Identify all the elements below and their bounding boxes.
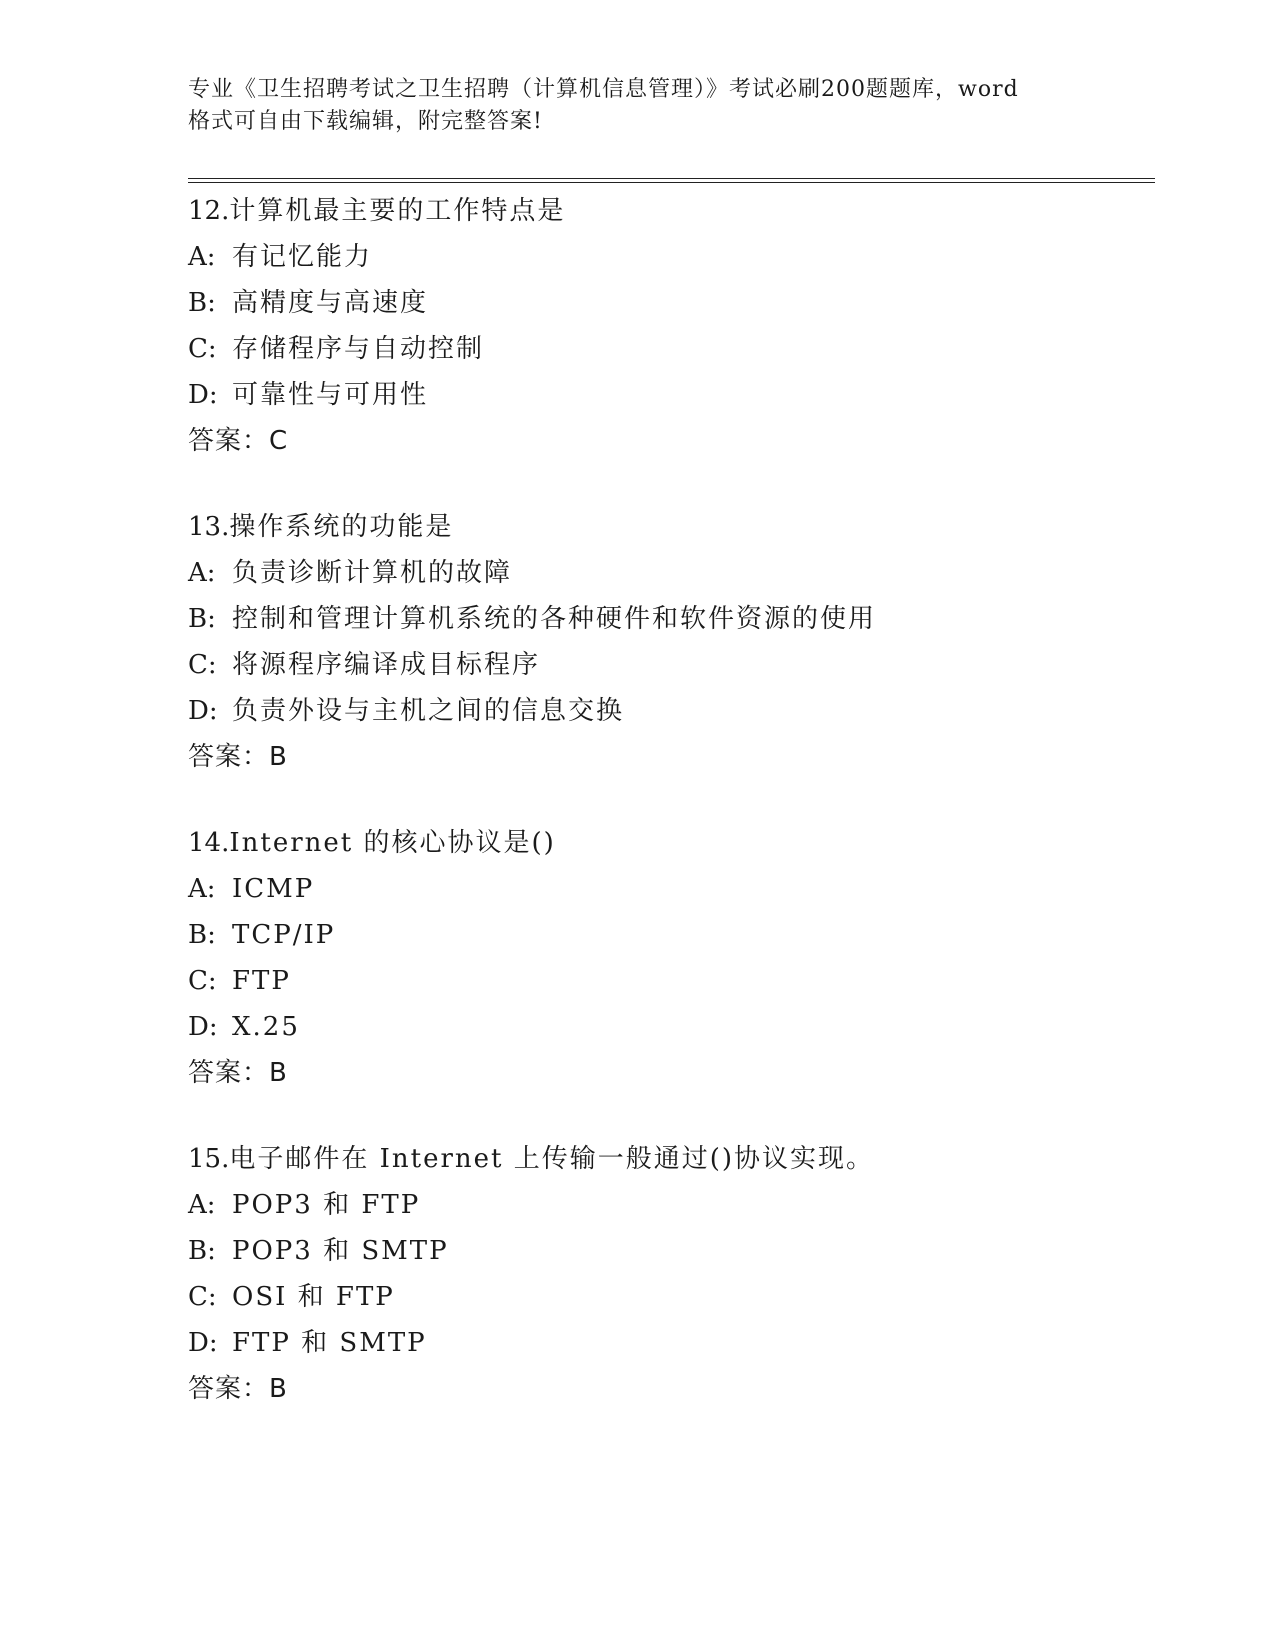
answer-label: 答案：: [188, 1374, 270, 1404]
header-line-1: 专业《卫生招聘考试之卫生招聘（计算机信息管理）》考试必刷200题题库，word: [188, 77, 1019, 102]
option-b: [188, 912, 1148, 958]
answer-line: [188, 418, 1148, 464]
option-text: 存储程序与自动控制: [232, 334, 485, 364]
option-text: 负责诊断计算机的故障: [232, 558, 513, 588]
question-text: 电子邮件在 Internet 上传输一般通过()协议实现。: [229, 1144, 875, 1174]
option-key: A:: [188, 242, 216, 272]
answer-line: [188, 1050, 1148, 1096]
question-text: Internet 的核心协议是(): [229, 828, 556, 858]
option-d: [188, 372, 1148, 418]
option-key: B:: [188, 1236, 216, 1266]
option-a: [188, 550, 1148, 596]
answer-value: B: [269, 1058, 288, 1088]
option-key: C:: [188, 966, 217, 996]
option-key: C:: [188, 1282, 217, 1312]
question-text: 操作系统的功能是: [229, 512, 454, 542]
option-a: [188, 866, 1148, 912]
answer-value: B: [269, 1374, 288, 1404]
option-text: 有记忆能力: [232, 242, 373, 272]
question-list: [188, 188, 1148, 1452]
option-key: D:: [188, 696, 218, 726]
question-number: 15.: [188, 1144, 230, 1174]
question-14: [188, 820, 1148, 1096]
answer-line: [188, 734, 1148, 780]
question-12: [188, 188, 1148, 464]
answer-label: 答案：: [188, 426, 270, 456]
option-text: FTP 和 SMTP: [232, 1328, 427, 1358]
question-13: [188, 504, 1148, 780]
answer-value: C: [269, 426, 289, 456]
question-stem: [188, 1136, 1148, 1182]
question-stem: [188, 188, 1148, 234]
option-text: X.25: [232, 1012, 300, 1042]
option-key: A:: [188, 874, 216, 904]
option-c: [188, 1274, 1148, 1320]
option-key: D:: [188, 1328, 218, 1358]
option-key: A:: [188, 558, 216, 588]
option-key: D:: [188, 1012, 218, 1042]
option-c: [188, 326, 1148, 372]
option-key: B:: [188, 920, 216, 950]
option-key: D:: [188, 380, 218, 410]
question-number: 12.: [188, 196, 230, 226]
answer-label: 答案：: [188, 742, 270, 772]
header-divider: [188, 178, 1155, 183]
option-text: TCP/IP: [232, 920, 336, 950]
option-key: A:: [188, 1190, 216, 1220]
option-text: POP3 和 FTP: [232, 1190, 421, 1220]
option-text: OSI 和 FTP: [232, 1282, 395, 1312]
option-d: [188, 688, 1148, 734]
option-b: [188, 596, 1148, 642]
question-stem: [188, 504, 1148, 550]
question-number: 13.: [188, 512, 230, 542]
header-line-2: 格式可自由下载编辑，附完整答案!: [188, 109, 543, 134]
option-text: 高精度与高速度: [232, 288, 429, 318]
option-text: 负责外设与主机之间的信息交换: [232, 696, 625, 726]
option-text: FTP: [232, 966, 291, 996]
option-text: ICMP: [232, 874, 315, 904]
option-key: C:: [188, 334, 217, 364]
option-a: [188, 234, 1148, 280]
option-key: C:: [188, 650, 217, 680]
option-b: [188, 280, 1148, 326]
option-b: [188, 1228, 1148, 1274]
option-d: [188, 1004, 1148, 1050]
option-c: [188, 958, 1148, 1004]
option-key: B:: [188, 288, 216, 318]
option-text: POP3 和 SMTP: [232, 1236, 449, 1266]
question-text: 计算机最主要的工作特点是: [229, 196, 566, 226]
answer-line: [188, 1366, 1148, 1412]
question-number: 14.: [188, 828, 230, 858]
option-d: [188, 1320, 1148, 1366]
answer-label: 答案：: [188, 1058, 270, 1088]
option-a: [188, 1182, 1148, 1228]
option-text: 将源程序编译成目标程序: [232, 650, 541, 680]
option-c: [188, 642, 1148, 688]
answer-value: B: [269, 742, 288, 772]
document-header: [188, 74, 1088, 138]
option-text: 可靠性与可用性: [232, 380, 429, 410]
question-15: [188, 1136, 1148, 1412]
option-text: 控制和管理计算机系统的各种硬件和软件资源的使用: [232, 604, 877, 634]
question-stem: [188, 820, 1148, 866]
option-key: B:: [188, 604, 216, 634]
